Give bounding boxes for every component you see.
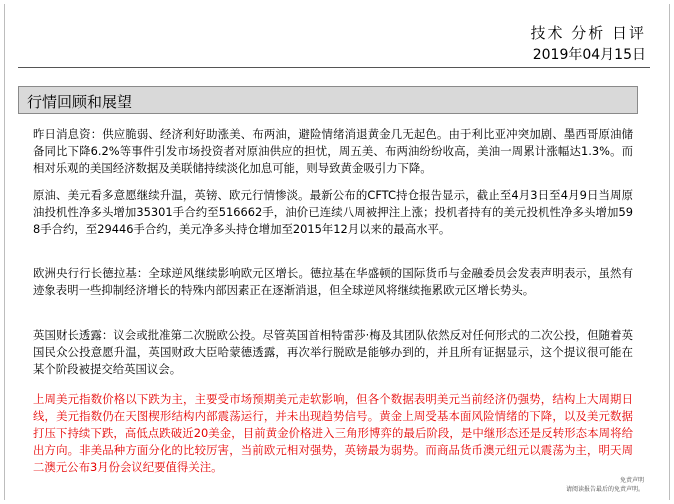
paragraph-ecb-draghi: 欧洲央行行长德拉基：全球逆风继续影响欧元区增长。德拉基在华盛顿的国际货币与金融委员会发表声明表示，虽然有迹象表明一些抑制经济增长的特殊内部因素正在逐渐消退，但全球逆风将继续拖累欧元区增长势头。	[33, 266, 633, 297]
disclaimer-note: 请阅读报告最后的免责声明。	[565, 486, 644, 493]
report-date: 2019年04月15日	[532, 47, 646, 63]
paragraph-uk-brexit: 英国财长透露：议会或批准第二次脱欧公投。尽管英国首相特雷莎·梅及其团队依然反对任何形式的二次公投，但随着英国民众公投意愿升温，英国财政大臣哈蒙德透露，再次举行脱欧是能够办到的，并且所有证据显示，这个提议很可能在某个阶段被提交给英国议会。	[33, 328, 633, 376]
paragraph-yesterday-news: 昨日消息资：供应脆弱、经济利好助涨美、布两油，避险情绪消退黄金几无起色。由于利比亚冲突加剧、墨西哥原油储备同比下降6.2%等事件引发市场投资者对原油供应的担忧，周五美、布两油纷纷收高，美油一周累计涨幅达1.3%。而相对乐观的美国经济数据及美联储持续淡化加息可能，则导致黄金吸引力下降。	[33, 127, 633, 175]
paragraph-cftc-positions: 原油、美元看多意愿继续升温，英镑、欧元行情惨淡。最新公布的CFTC持仓报告显示，截止至4月3日至4月9日当周原油投机性净多头增加35301手合约至516662手，油价已连续八周被押注上涨；投机者持有的美元投机性净多头增加598手合约，至29446手合约，美元净多头持仓增加至2015年12月以来的最高水平。	[33, 188, 633, 236]
section-header	[18, 86, 638, 114]
header-divider	[18, 67, 650, 68]
section-title: 行情回顾和展望	[27, 93, 133, 111]
disclaimer-title: 免责声明	[619, 477, 644, 484]
report-type-title: 技术 分析 日评	[530, 24, 646, 42]
disclaimer-footer	[566, 476, 644, 494]
paragraph-weekly-outlook: 上周美元指数价格以下跌为主，主要受市场预期美元走软影响，但各个数据表明美元当前经济仍强势，结构上大周期日线，美元指数仍在天图楔形结构内部震荡运行，并未出现趋势信号。黄金上周受基本面风险情绪的下降，以及美元数据打压下持续下跌，高低点跌破近20美金，目前黄金价格进入三角形博弈的最后阶段，是中继形态还是反转形态本周将给出方向。非美品种方面分化的比较厉害，当前欧元相对强势，英镑最为弱势。而商品货币澳元纽元以震荡为主，明天周二澳元公布3月份会议纪要值得关注。	[33, 392, 633, 474]
